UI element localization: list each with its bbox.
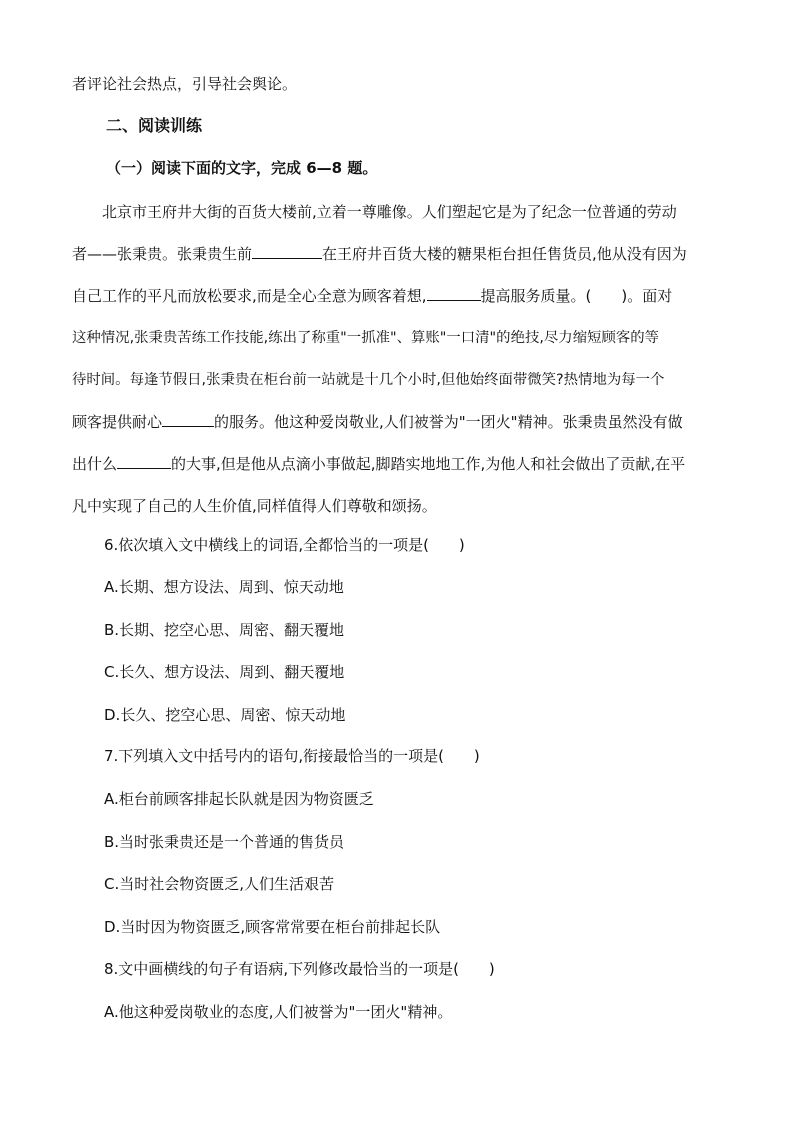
question-7-option-b: B.当时张秉贵还是一个普通的售货员 [104, 833, 345, 851]
passage-line [72, 275, 724, 317]
question-6-stem: 6.依次填入文中横线上的词语,全都恰当的一项是( ) [104, 536, 465, 554]
passage-text: 提高服务质量。( )。面对 [480, 287, 673, 305]
fill-blank-1 [252, 244, 322, 259]
question-6-option-d: D.长久、挖空心思、周密、惊天动地 [104, 706, 346, 724]
question-6-option-b: B.长期、挖空心思、周密、翻天覆地 [104, 621, 345, 639]
fill-blank-2 [427, 286, 481, 301]
intro-tail-text: 者评论社会热点，引导社会舆论。 [72, 75, 298, 93]
passage-line: 待时间。每逢节假日,张秉贵在柜台前一站就是十几个小时,但他始终面带微笑?热情地为每一个 [72, 372, 665, 388]
passage-text: 顾客提供耐心 [72, 413, 163, 431]
passage-line: 这种情况,张秉贵苦练工作技能,练出了称重"一抓准"、算账"一口清"的绝技,尽力缩短顾客的等 [72, 330, 660, 346]
question-7-stem: 7.下列填入文中括号内的语句,衔接最恰当的一项是( ) [104, 747, 480, 765]
question-6-option-c: C.长久、想方设法、周到、翻天覆地 [104, 663, 345, 681]
passage-text: 出什么 [72, 455, 118, 473]
passage-text: 在王府井百货大楼的糖果柜台担任售货员,他从没有因为 [322, 245, 687, 263]
question-8-stem: 8.文中画横线的句子有语病,下列修改最恰当的一项是( ) [104, 960, 495, 978]
passage-line [72, 233, 724, 275]
passage-text: 自己工作的平凡而放松要求,而是全心全意为顾客着想, [72, 287, 427, 305]
section-title: 二、阅读训练 [106, 116, 203, 135]
passage-text: 的服务。他这种爱岗敬业,人们被誉为"一团火"精神。张秉贵虽然没有做 [214, 413, 683, 431]
passage-line: 凡中实现了自己的人生价值,同样值得人们尊敬和颂扬。 [72, 497, 437, 515]
fill-blank-3 [162, 412, 214, 427]
passage-text: 的大事,但是他从点滴小事做起,脚踏实地地工作,为他人和社会做出了贡献,在平 [171, 455, 686, 473]
passage-line [72, 401, 724, 443]
passage-text: 者——张秉贵。张秉贵生前 [72, 245, 253, 263]
fill-blank-4 [117, 454, 171, 469]
question-6-option-a: A.长期、想方设法、周到、惊天动地 [104, 578, 344, 596]
question-7-option-c: C.当时社会物资匮乏,人们生活艰苦 [104, 875, 335, 893]
question-7-option-d: D.当时因为物资匮乏,顾客常常要在柜台前排起长队 [104, 918, 441, 936]
passage-line [72, 443, 724, 485]
passage-line: 北京市王府井大街的百货大楼前,立着一尊雕像。人们塑起它是为了纪念一位普通的劳动 [102, 203, 677, 221]
subsection-title: （一）阅读下面的文字，完成 6—8 题。 [106, 159, 378, 177]
question-7-option-a: A.柜台前顾客排起长队就是因为物资匮乏 [104, 790, 374, 808]
question-8-option-a: A.他这种爱岗敬业的态度,人们被誉为"一团火"精神。 [104, 1003, 453, 1021]
reading-passage [72, 191, 724, 527]
